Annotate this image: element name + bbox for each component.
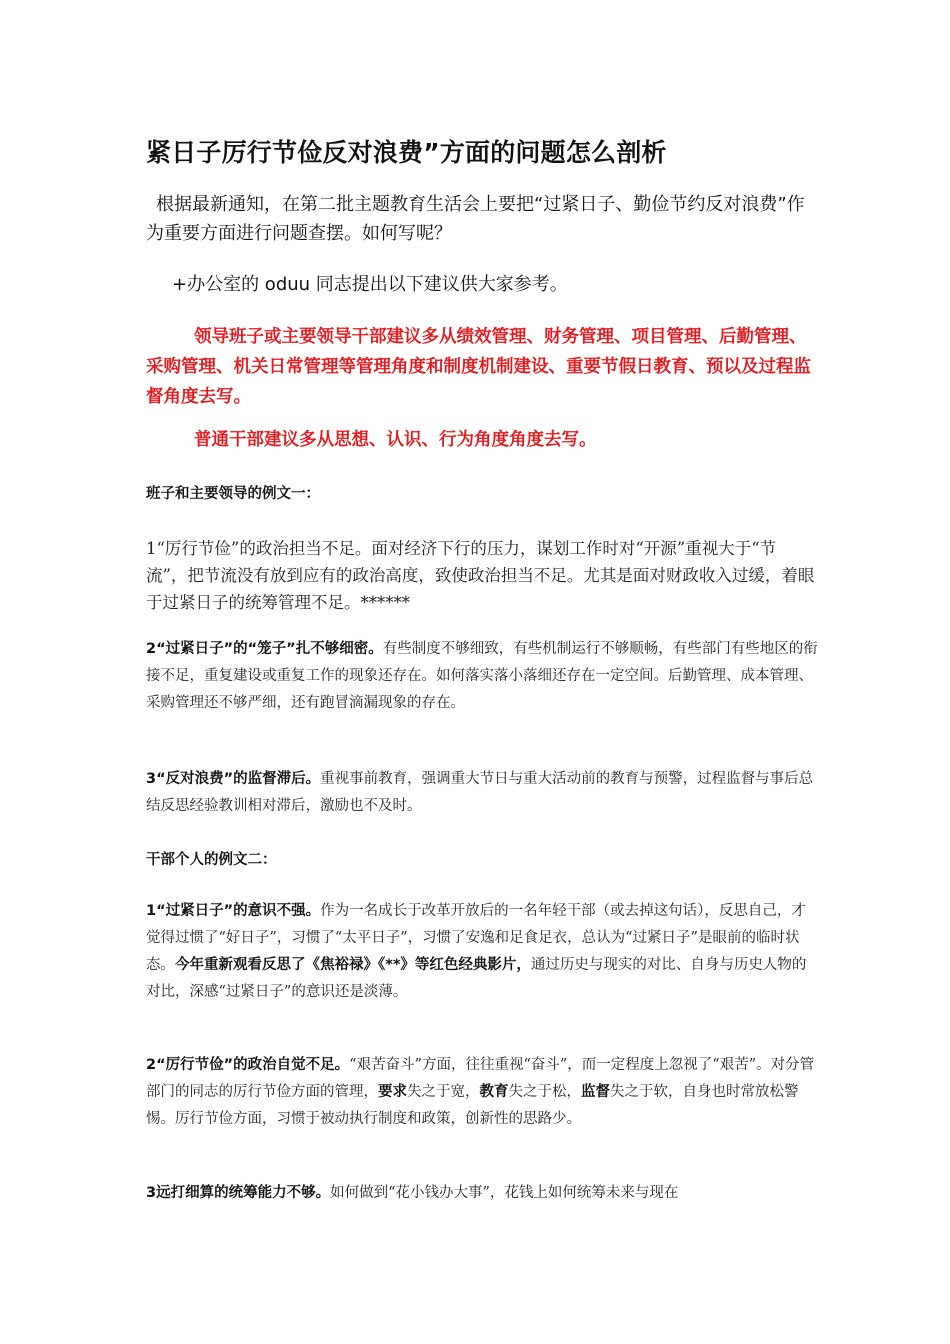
section2-item1-title: 1“过紧日子”的意识不强。 [146, 903, 321, 919]
section1-item1: 1“厉行节俭”的政治担当不足。面对经济下行的压力，谋划工作时对“开源”重视大于“节流”，把节流没有放到应有的政治高度，致使政治担当不足。尤其是面对财政收入过缓，着眼于过紧日子的统筹管理不足。****** [146, 539, 815, 612]
section2-item3 [146, 1180, 818, 1207]
section1-item2-title: 2“过紧日子”的“笼子”扎不够细密。 [146, 641, 383, 657]
staff-advice-note: 普通干部建议多从思想、认识、行为角度角度去写。 [194, 430, 597, 450]
intro-text: 根据最新通知，在第二批主题教育生活会上要把“过紧日子、勤俭节约反对浪费”作为重要方面进行问题查摆。如何写呢？ [146, 194, 805, 244]
intro-paragraph [146, 190, 814, 248]
document-title: 紧日子厉行节俭反对浪费”方面的问题怎么剖析 [146, 138, 667, 167]
section2-item2-title: 2“厉行节俭”的政治自觉不足。 [146, 1057, 350, 1073]
section1-heading: 班子和主要领导的例文一： [146, 486, 320, 502]
section1-item3 [146, 766, 818, 820]
section2-item2-body-c: 失之于松， [508, 1084, 581, 1100]
section2-item2-body-b: 失之于宽， [407, 1084, 480, 1100]
section2-item2-keyword-1: 要求 [378, 1084, 407, 1100]
section2-item3-body: 如何做到“花小钱办大事”，花钱上如何统筹未来与现在 [330, 1185, 679, 1201]
section1-item2-body: 有些制度不够细致，有些机制运行不够顺畅，有些部门有些地区的衔接不足，重复建设或重复工作的现象还存在。如何落实落小落细还存在一定空间。后勤管理、成本管理、采购管理还不够严细，还有跑冒滴漏现象的存在。 [146, 641, 818, 711]
section2-item1-body: 作为一名成长于改革开放后的一名年轻干部（或去掉这句话），反思自己，才觉得过惯了“好日子”，习惯了“太平日子”，习惯了安逸和足食足衣，总认为“过紧日子”是眼前的临时状态。 [146, 903, 806, 973]
section1-item3-body: 重视事前教育，强调重大节日与重大活动前的教育与预警，过程监督与事后总结反思经验教训相对滞后，激励也不及时。 [146, 771, 814, 814]
section2-item3-title: 3远打细算的统筹能力不够。 [146, 1185, 331, 1201]
section2-item1-body-2: 通过历史与现实的对比、自身与历史人物的对比，深感“过紧日子”的意识还是淡薄。 [146, 957, 807, 1000]
section2-item2 [146, 1052, 818, 1133]
section1-item3-title: 3“反对浪费”的监督滞后。 [146, 771, 321, 787]
section2-item2-body-d: 失之于软，自身也时常放松警惕。厉行节俭方面，习惯于被动执行制度和政策，创新性的思路少。 [146, 1084, 799, 1127]
section2-item1 [146, 898, 818, 1006]
section2-item2-keyword-2: 教育 [479, 1084, 509, 1100]
section1-item2 [146, 636, 818, 717]
section2-item1-highlight: 今年重新观看反思了《焦裕禄》《**》等红色经典影片， [175, 957, 531, 973]
section2-item2-body-a: “艰苦奋斗”方面，往往重视“奋斗”，而一定程度上忽视了“艰苦”。对分管部门的同志的厉行节俭方面的管理， [146, 1057, 815, 1100]
section2-item2-keyword-3: 监督 [581, 1084, 610, 1100]
office-note: +办公室的 oduu 同志提出以下建议供大家参考。 [172, 274, 568, 295]
leader-advice-note: 领导班子或主要领导干部建议多从绩效管理、财务管理、项目管理、后勤管理、采购管理、机关日常管理等管理角度和制度机制建设、重要节假日教育、预以及过程监督角度去写。 [146, 327, 811, 407]
section2-heading: 干部个人的例文二： [146, 852, 277, 868]
